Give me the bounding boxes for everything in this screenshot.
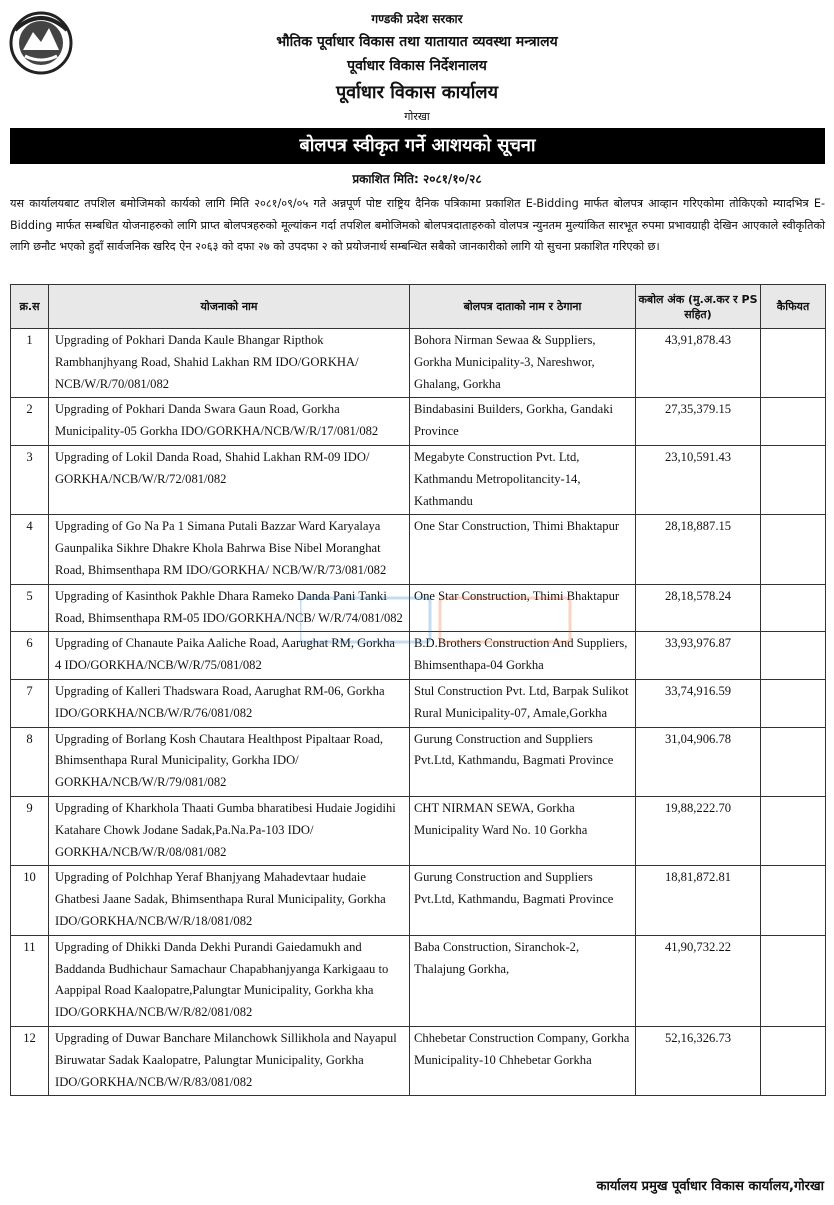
row-remarks [761, 515, 826, 584]
row-project-name: Upgrading of Go Na Pa 1 Simana Putali Bazzar Ward Karyalaya Gaunpalika Sikhre Dhakre Khola Bahrwa Bise Nibel Moranghat Road, Bhimsenthapa RM IDO/GORKHA/ NCB/W/R/73/081/082 [49, 515, 410, 584]
row-remarks [761, 727, 826, 796]
row-bidder: Gurung Construction and Suppliers Pvt.Ltd, Kathmandu, Bagmati Province [410, 866, 636, 935]
row-sn: 12 [11, 1026, 49, 1095]
row-project-name: Upgrading of Kasinthok Pakhle Dhara Rameko Danda Pani Tanki Road, Bhimsenthapa RM-05 IDO/GORKHA/NCB/ W/R/74/081/082 [49, 584, 410, 632]
row-remarks [761, 796, 826, 865]
row-amount: 28,18,578.24 [636, 584, 761, 632]
header-project-name: योजनाको नाम [49, 285, 410, 329]
table-row [11, 515, 826, 584]
row-bidder: One Star Construction, Thimi Bhaktapur [410, 515, 636, 584]
gov-name: गण्डकी प्रदेश सरकार [371, 12, 463, 26]
table-row [11, 584, 826, 632]
table-row [11, 796, 826, 865]
row-bidder: Baba Construction, Siranchok-2, Thalajung Gorkha, [410, 935, 636, 1026]
row-sn: 4 [11, 515, 49, 584]
notice-title-banner: बोलपत्र स्वीकृत गर्ने आशयको सूचना [10, 128, 825, 164]
row-project-name: Upgrading of Chanaute Paika Aaliche Road, Aarughat RM, Gorkha 4 IDO/GORKHA/NCB/W/R/75/081/082 [49, 632, 410, 680]
row-sn: 6 [11, 632, 49, 680]
office-location: गोरखा [404, 110, 430, 123]
table-row [11, 866, 826, 935]
row-project-name: Upgrading of Borlang Kosh Chautara Healthpost Pipaltaar Road, Bhimsenthapa Rural Municipality, Gorkha IDO/ GORKHA/NCB/W/R/79/081/082 [49, 727, 410, 796]
row-amount: 28,18,887.15 [636, 515, 761, 584]
table-row [11, 329, 826, 398]
row-project-name: Upgrading of Dhikki Danda Dekhi Purandi Gaiedamukh and Baddanda Budhichaur Samachaur Chapabhanjyanga Karkigaau to Aappipal Road Kaalopatre,Palungtar Municipality, Gorkha kha IDO/GORKHA/NCB/W/R/82/081/082 [49, 935, 410, 1026]
table-row [11, 935, 826, 1026]
row-sn: 11 [11, 935, 49, 1026]
bid-table [10, 284, 826, 1096]
ministry-name: भौतिक पूर्वाधार विकास तथा यातायात व्यवस्था मन्त्रालय [276, 34, 558, 50]
header-remarks: कैफियत [761, 285, 826, 329]
office-name: पूर्वाधार विकास कार्यालय [335, 82, 499, 103]
row-project-name: Upgrading of Duwar Banchare Milanchowk Sillikhola and Nayapul Biruwatar Sadak Kaalopatre, Palungtar Municipality, Gorkha IDO/GORKHA/NCB/W/R/83/081/082 [49, 1026, 410, 1095]
row-remarks [761, 632, 826, 680]
row-bidder: CHT NIRMAN SEWA, Gorkha Municipality Ward No. 10 Gorkha [410, 796, 636, 865]
row-amount: 27,35,379.15 [636, 398, 761, 446]
row-sn: 1 [11, 329, 49, 398]
row-bidder: One Star Construction, Thimi Bhaktapur [410, 584, 636, 632]
header-amount: कबोल अंक (मु.अ.कर र PS सहित) [636, 285, 761, 329]
intro-paragraph: यस कार्यालयबाट तपशिल बमोजिमको कार्यको लागि मिति २०८१/०९/०५ गते अन्नपूर्ण पोष्ट राष्ट्रिय दैनिक पत्रिकामा प्रकाशित E-Bidding मार्फत बोलपत्र आव्हान गरिएकोमा तोकिएको म्यादभित्र E-Bidding मार्फत सम्बधित योजनाहरुको लागि प्राप्त बोलपत्रहरुको मूल्यांकन गर्दा तपशिल बमोजिमको बोलपत्रदाताहरुको वोलपत्र न्युनतम मुल्यांकित सारभूत रुपमा प्रभावग्राही देखिन आएकाले स्वीकृतिको लागि छनौट भएको हुदाँ सार्वजनिक खरिद ऐन २०६३ को दफा २७ को उपदफा २ को प्रयोजनार्थ सम्बन्धित सबैको जानकारीको लागि यो सुचना प्रकाशित गरिएको छ। [10, 197, 825, 253]
row-amount: 43,91,878.43 [636, 329, 761, 398]
row-sn: 5 [11, 584, 49, 632]
row-bidder: Chhebetar Construction Company, Gorkha Municipality-10 Chhebetar Gorkha [410, 1026, 636, 1095]
row-sn: 9 [11, 796, 49, 865]
row-sn: 3 [11, 445, 49, 514]
row-remarks [761, 679, 826, 727]
header-sn: क्र.स [11, 285, 49, 329]
row-amount: 23,10,591.43 [636, 445, 761, 514]
row-amount: 33,74,916.59 [636, 679, 761, 727]
row-project-name: Upgrading of Kalleri Thadswara Road, Aarughat RM-06, Gorkha IDO/GORKHA/NCB/W/R/76/081/082 [49, 679, 410, 727]
row-amount: 19,88,222.70 [636, 796, 761, 865]
row-remarks [761, 935, 826, 1026]
row-project-name: Upgrading of Pokhari Danda Kaule Bhangar Ripthok Rambhanjhyang Road, Shahid Lakhan RM IDO/GORKHA/ NCB/W/R/70/081/082 [49, 329, 410, 398]
publish-date: प्रकाशित मिति: २०८१/१०/२८ [352, 172, 482, 186]
row-sn: 2 [11, 398, 49, 446]
table-row [11, 632, 826, 680]
table-row [11, 727, 826, 796]
row-sn: 10 [11, 866, 49, 935]
row-project-name: Upgrading of Polchhap Yeraf Bhanjyang Mahadevtaar hudaie Ghatbesi Jaane Sadak, Bhimsenthapa Rural Municipality, Gorkha IDO/GORKHA/NCB/W/R/18/081/082 [49, 866, 410, 935]
row-project-name: Upgrading of Lokil Danda Road, Shahid Lakhan RM-09 IDO/ GORKHA/NCB/W/R/72/081/082 [49, 445, 410, 514]
row-remarks [761, 866, 826, 935]
row-sn: 8 [11, 727, 49, 796]
header-bidder: बोलपत्र दाताको नाम र ठेगाना [410, 285, 636, 329]
row-project-name: Upgrading of Pokhari Danda Swara Gaun Road, Gorkha Municipality-05 Gorkha IDO/GORKHA/NCB/W/R/17/081/082 [49, 398, 410, 446]
row-sn: 7 [11, 679, 49, 727]
row-remarks [761, 329, 826, 398]
table-row [11, 445, 826, 514]
row-bidder: B.D.Brothers Construction And Suppliers, Bhimsenthapa-04 Gorkha [410, 632, 636, 680]
footer-signature: कार्यालय प्रमुख पूर्वाधार विकास कार्यालय,गोरखा [596, 1179, 824, 1194]
row-remarks [761, 398, 826, 446]
row-amount: 31,04,906.78 [636, 727, 761, 796]
row-bidder: Megabyte Construction Pvt. Ltd, Kathmandu Metropolitancity-14, Kathmandu [410, 445, 636, 514]
table-row [11, 679, 826, 727]
row-bidder: Gurung Construction and Suppliers Pvt.Ltd, Kathmandu, Bagmati Province [410, 727, 636, 796]
row-amount: 41,90,732.22 [636, 935, 761, 1026]
row-remarks [761, 445, 826, 514]
row-bidder: Bindabasini Builders, Gorkha, Gandaki Province [410, 398, 636, 446]
row-amount: 33,93,976.87 [636, 632, 761, 680]
row-project-name: Upgrading of Kharkhola Thaati Gumba bharatibesi Hudaie Jogidihi Katahare Chowk Jodane Sadak,Pa.Na.Pa-103 IDO/ GORKHA/NCB/W/R/08/081/082 [49, 796, 410, 865]
row-amount: 18,81,872.81 [636, 866, 761, 935]
table-row [11, 1026, 826, 1095]
row-amount: 52,16,326.73 [636, 1026, 761, 1095]
row-remarks [761, 584, 826, 632]
directorate-name: पूर्वाधार विकास निर्देशनालय [347, 58, 487, 74]
row-remarks [761, 1026, 826, 1095]
row-bidder: Stul Construction Pvt. Ltd, Barpak Sulikot Rural Municipality-07, Amale,Gorkha [410, 679, 636, 727]
table-row [11, 398, 826, 446]
row-bidder: Bohora Nirman Sewaa & Suppliers, Gorkha Municipality-3, Nareshwor, Ghalang, Gorkha [410, 329, 636, 398]
table-header-row [11, 285, 826, 329]
